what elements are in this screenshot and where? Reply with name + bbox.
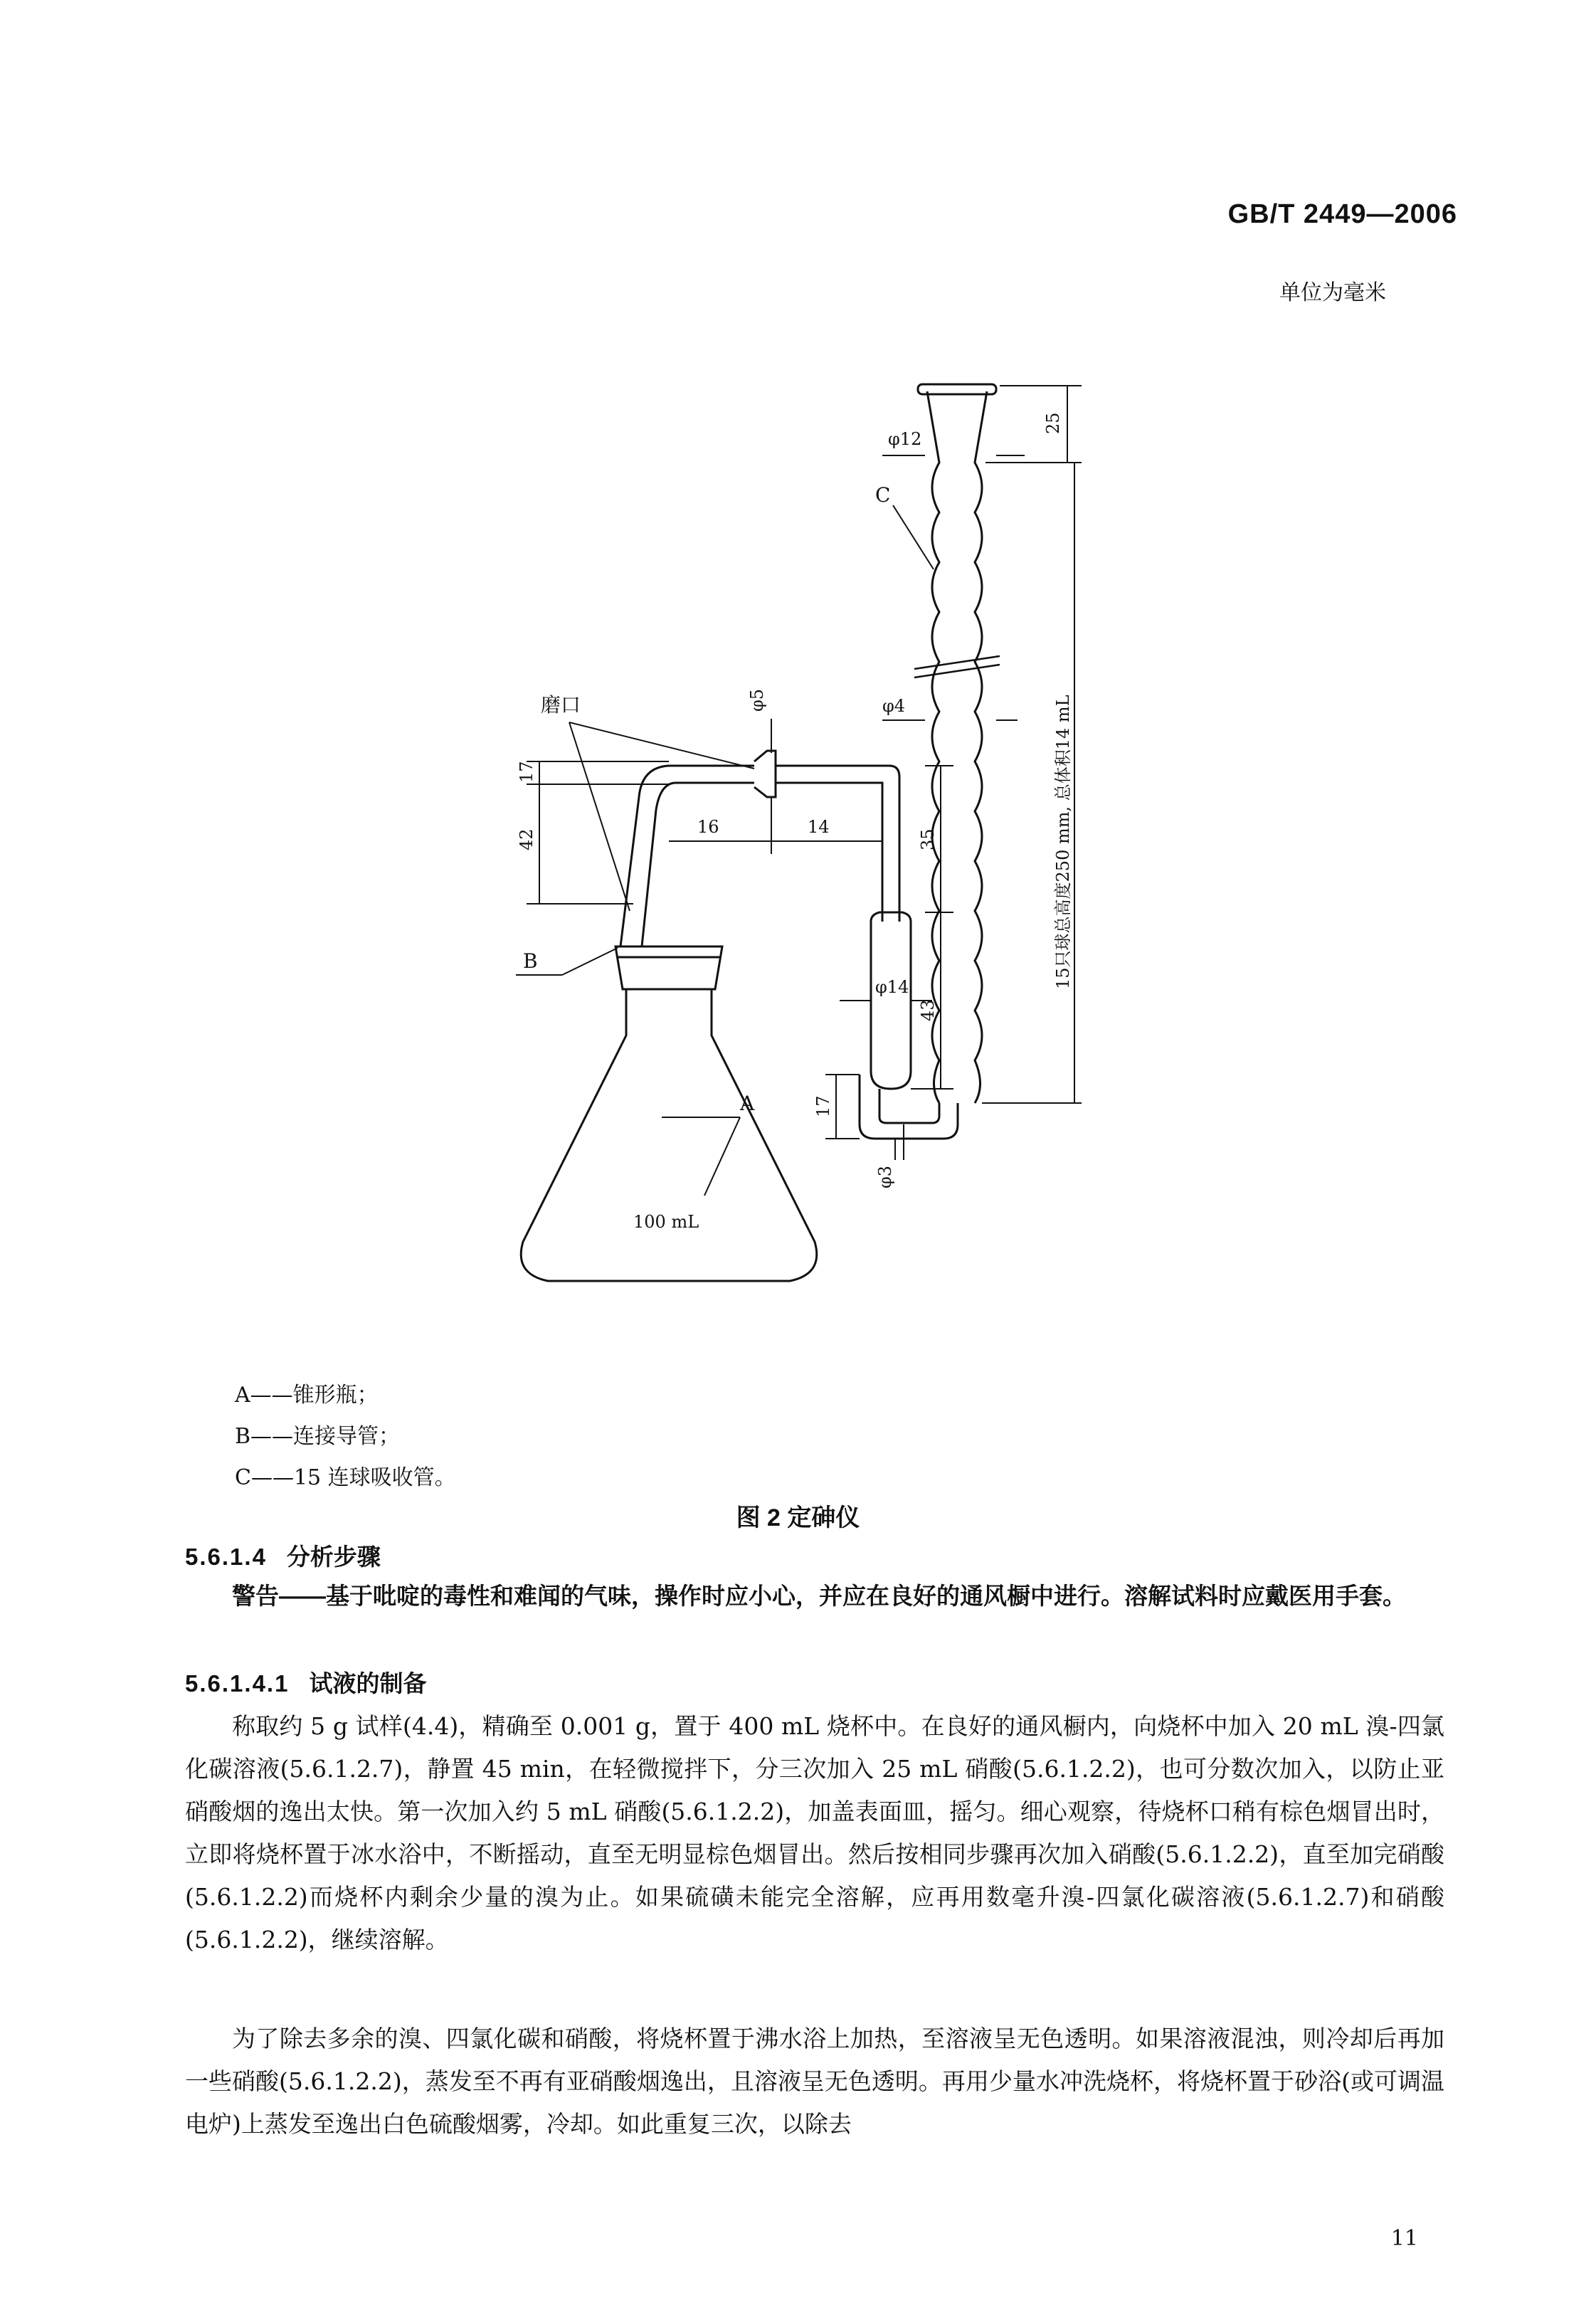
label-grind-mouth: 磨口 xyxy=(541,693,581,717)
dim-phi14: φ14 xyxy=(875,977,909,997)
absorption-tube-right-wall xyxy=(975,391,987,1103)
unit-note: 单位为毫米 xyxy=(1279,280,1386,305)
page-number: 11 xyxy=(1390,2226,1418,2251)
arsenic-apparatus-figure xyxy=(455,334,1210,1345)
dim-17-bottom: 17 xyxy=(813,1095,833,1117)
dim-phi4: φ4 xyxy=(882,696,906,716)
ground-joint-stopper xyxy=(615,946,722,989)
legend-item-a: A——锥形瓶； xyxy=(235,1383,379,1408)
absorption-tube-left-wall xyxy=(927,391,939,1103)
dim-phi5: φ5 xyxy=(747,688,767,712)
label-flask-volume: 100 mL xyxy=(633,1212,699,1232)
standard-code: GB/T 2449—2006 xyxy=(1227,199,1457,229)
section-title: 试液的制备 xyxy=(309,1670,427,1697)
section-number: 5.6.1.4.1 xyxy=(185,1670,290,1697)
dim-14: 14 xyxy=(808,817,830,837)
label-a: A xyxy=(740,1092,755,1115)
dim-25: 25 xyxy=(1043,412,1063,434)
dim-tube-note: 15只球总高度250 mm, 总体积14 mL xyxy=(1053,695,1073,989)
body-paragraph: 称取约 5 g 试样(4.4)，精确至 0.001 g，置于 400 mL 烧杯中。在良好的通风橱内，向烧杯中加入 20 mL 溴-四氯化碳溶液(5.6.1.2.7)，静置 45 min，在轻微搅拌下，分三次加入 25 mL 硝酸(5.6.1.2.2)，也可分数次加入，以防止亚硝酸烟的逸出太快。第一次加入约 5 mL 硝酸(5.6.1.2.2)，加盖表面皿，摇匀。细心观察，待烧杯口稍有棕色烟冒出时，立即将烧杯置于冰水浴中，不断摇动，直至无明显棕色烟冒出。然后按相同步骤再次加入硝酸(5.6.1.2.2)，直至加完硝酸(5.6.1.2.2)而烧杯内剩余少量的溴为止。如果硫磺未能完全溶解，应再用数毫升溴-四氯化碳溶液(5.6.1.2.7)和硝酸(5.6.1.2.2)，继续溶解。 xyxy=(185,1712,1444,1953)
figure-caption: 图 2 定砷仪 xyxy=(736,1504,860,1531)
warning-paragraph: 警告——基于吡啶的毒性和难闻的气味，操作时应小心，并应在良好的通风橱中进行。溶解试料时应戴医用手套。 xyxy=(232,1583,1406,1609)
dim-phi3: φ3 xyxy=(875,1165,895,1188)
dim-35: 35 xyxy=(918,828,938,850)
legend-item-c: C——15 连球吸收管。 xyxy=(235,1465,456,1490)
label-c: C xyxy=(875,483,891,507)
section-heading-5614 xyxy=(185,1539,381,1572)
legend-item-b: B——连接导管； xyxy=(235,1424,401,1449)
dim-16: 16 xyxy=(697,817,719,837)
section-title: 分析步骤 xyxy=(286,1544,381,1570)
dim-42: 42 xyxy=(517,828,537,850)
dim-phi12: φ12 xyxy=(888,429,922,449)
dim-43: 43 xyxy=(918,999,938,1021)
conical-flask xyxy=(521,989,817,1281)
label-b: B xyxy=(523,949,538,973)
dim-17-top: 17 xyxy=(517,761,537,783)
section-number: 5.6.1.4 xyxy=(185,1544,267,1570)
body-paragraph: 为了除去多余的溴、四氯化碳和硝酸，将烧杯置于沸水浴上加热，至溶液呈无色透明。如果溶液混浊，则冷却后再加一些硝酸(5.6.1.2.2)，蒸发至不再有亚硝酸烟逸出，且溶液呈无色透明。再用少量水冲洗烧杯，将烧杯置于砂浴(或可调温电炉)上蒸发至逸出白色硫酸烟雾，冷却。如此重复三次，以除去 xyxy=(185,2025,1444,2138)
section-heading-56141 xyxy=(185,1665,426,1699)
